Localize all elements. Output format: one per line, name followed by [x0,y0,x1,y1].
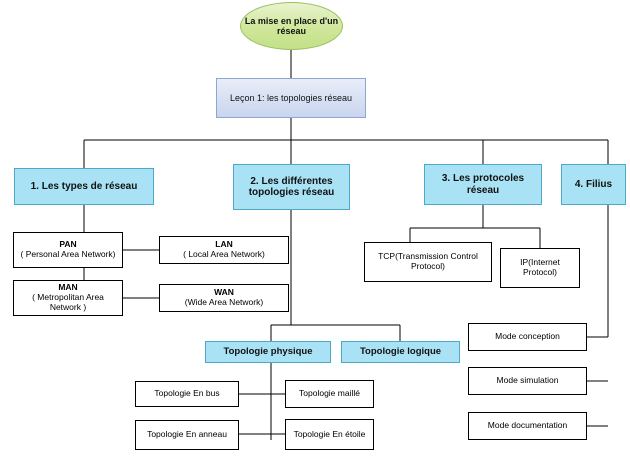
node-topologie-maille[interactable] [285,380,374,408]
node-branch-filius[interactable] [561,164,626,205]
node-branch-protocoles-reseau[interactable] [424,164,542,205]
node-topologie-logique[interactable] [341,341,460,363]
node-tcp[interactable] [364,242,492,282]
node-topologie-etoile[interactable] [285,419,374,450]
node-ip-label: IP(Internet Protocol) [520,257,560,277]
node-root-label: La mise en place d'un réseau [244,15,339,36]
node-topologie-anneau[interactable] [135,420,239,450]
node-mode-conception-label: Mode conception [495,331,560,342]
node-lesson-label: Leçon 1: les topologies réseau [229,92,353,103]
node-branch1-label: 1. Les types de réseau [30,180,138,192]
node-topologie-logique-label: Topologie logique [359,345,442,357]
node-wan[interactable] [159,284,289,312]
node-mode-conception[interactable] [468,323,587,351]
node-lan-label: LAN ( Local Area Network) [183,239,265,259]
node-lesson[interactable] [216,78,366,118]
node-root[interactable] [240,2,343,50]
node-mode-documentation[interactable] [468,412,587,440]
node-pan[interactable] [13,232,123,268]
node-branch4-label: 4. Filius [574,178,613,190]
node-branch-types-reseau[interactable] [14,168,154,205]
node-ip[interactable] [500,248,580,288]
node-topologie-maille-label: Topologie maillé [299,388,360,399]
node-mode-simulation[interactable] [468,367,587,395]
node-pan-label: PAN ( Personal Area Network) [20,239,116,259]
node-branch2-label: 2. Les différentes topologies réseau [248,175,335,198]
node-mode-documentation-label: Mode documentation [487,420,568,431]
node-branch3-label: 3. Les protocoles réseau [441,173,525,196]
node-man-label: MAN ( Metropolitan Area Network ) [32,282,104,312]
node-topologie-physique-label: Topologie physique [223,345,313,357]
node-topologie-physique[interactable] [205,341,331,363]
node-topologie-bus-label: Topologie En bus [154,388,220,399]
node-topologie-anneau-label: Topologie En anneau [147,429,227,440]
node-wan-label: WAN (Wide Area Network) [184,287,264,307]
node-tcp-label: TCP(Transmission Control Protocol) [378,251,478,271]
node-mode-simulation-label: Mode simulation [496,375,559,386]
node-branch-topologies-reseau[interactable] [233,164,350,210]
node-topologie-bus[interactable] [135,381,239,407]
node-lan[interactable] [159,236,289,264]
node-topologie-etoile-label: Topologie En étoile [293,428,366,439]
node-man[interactable] [13,280,123,316]
